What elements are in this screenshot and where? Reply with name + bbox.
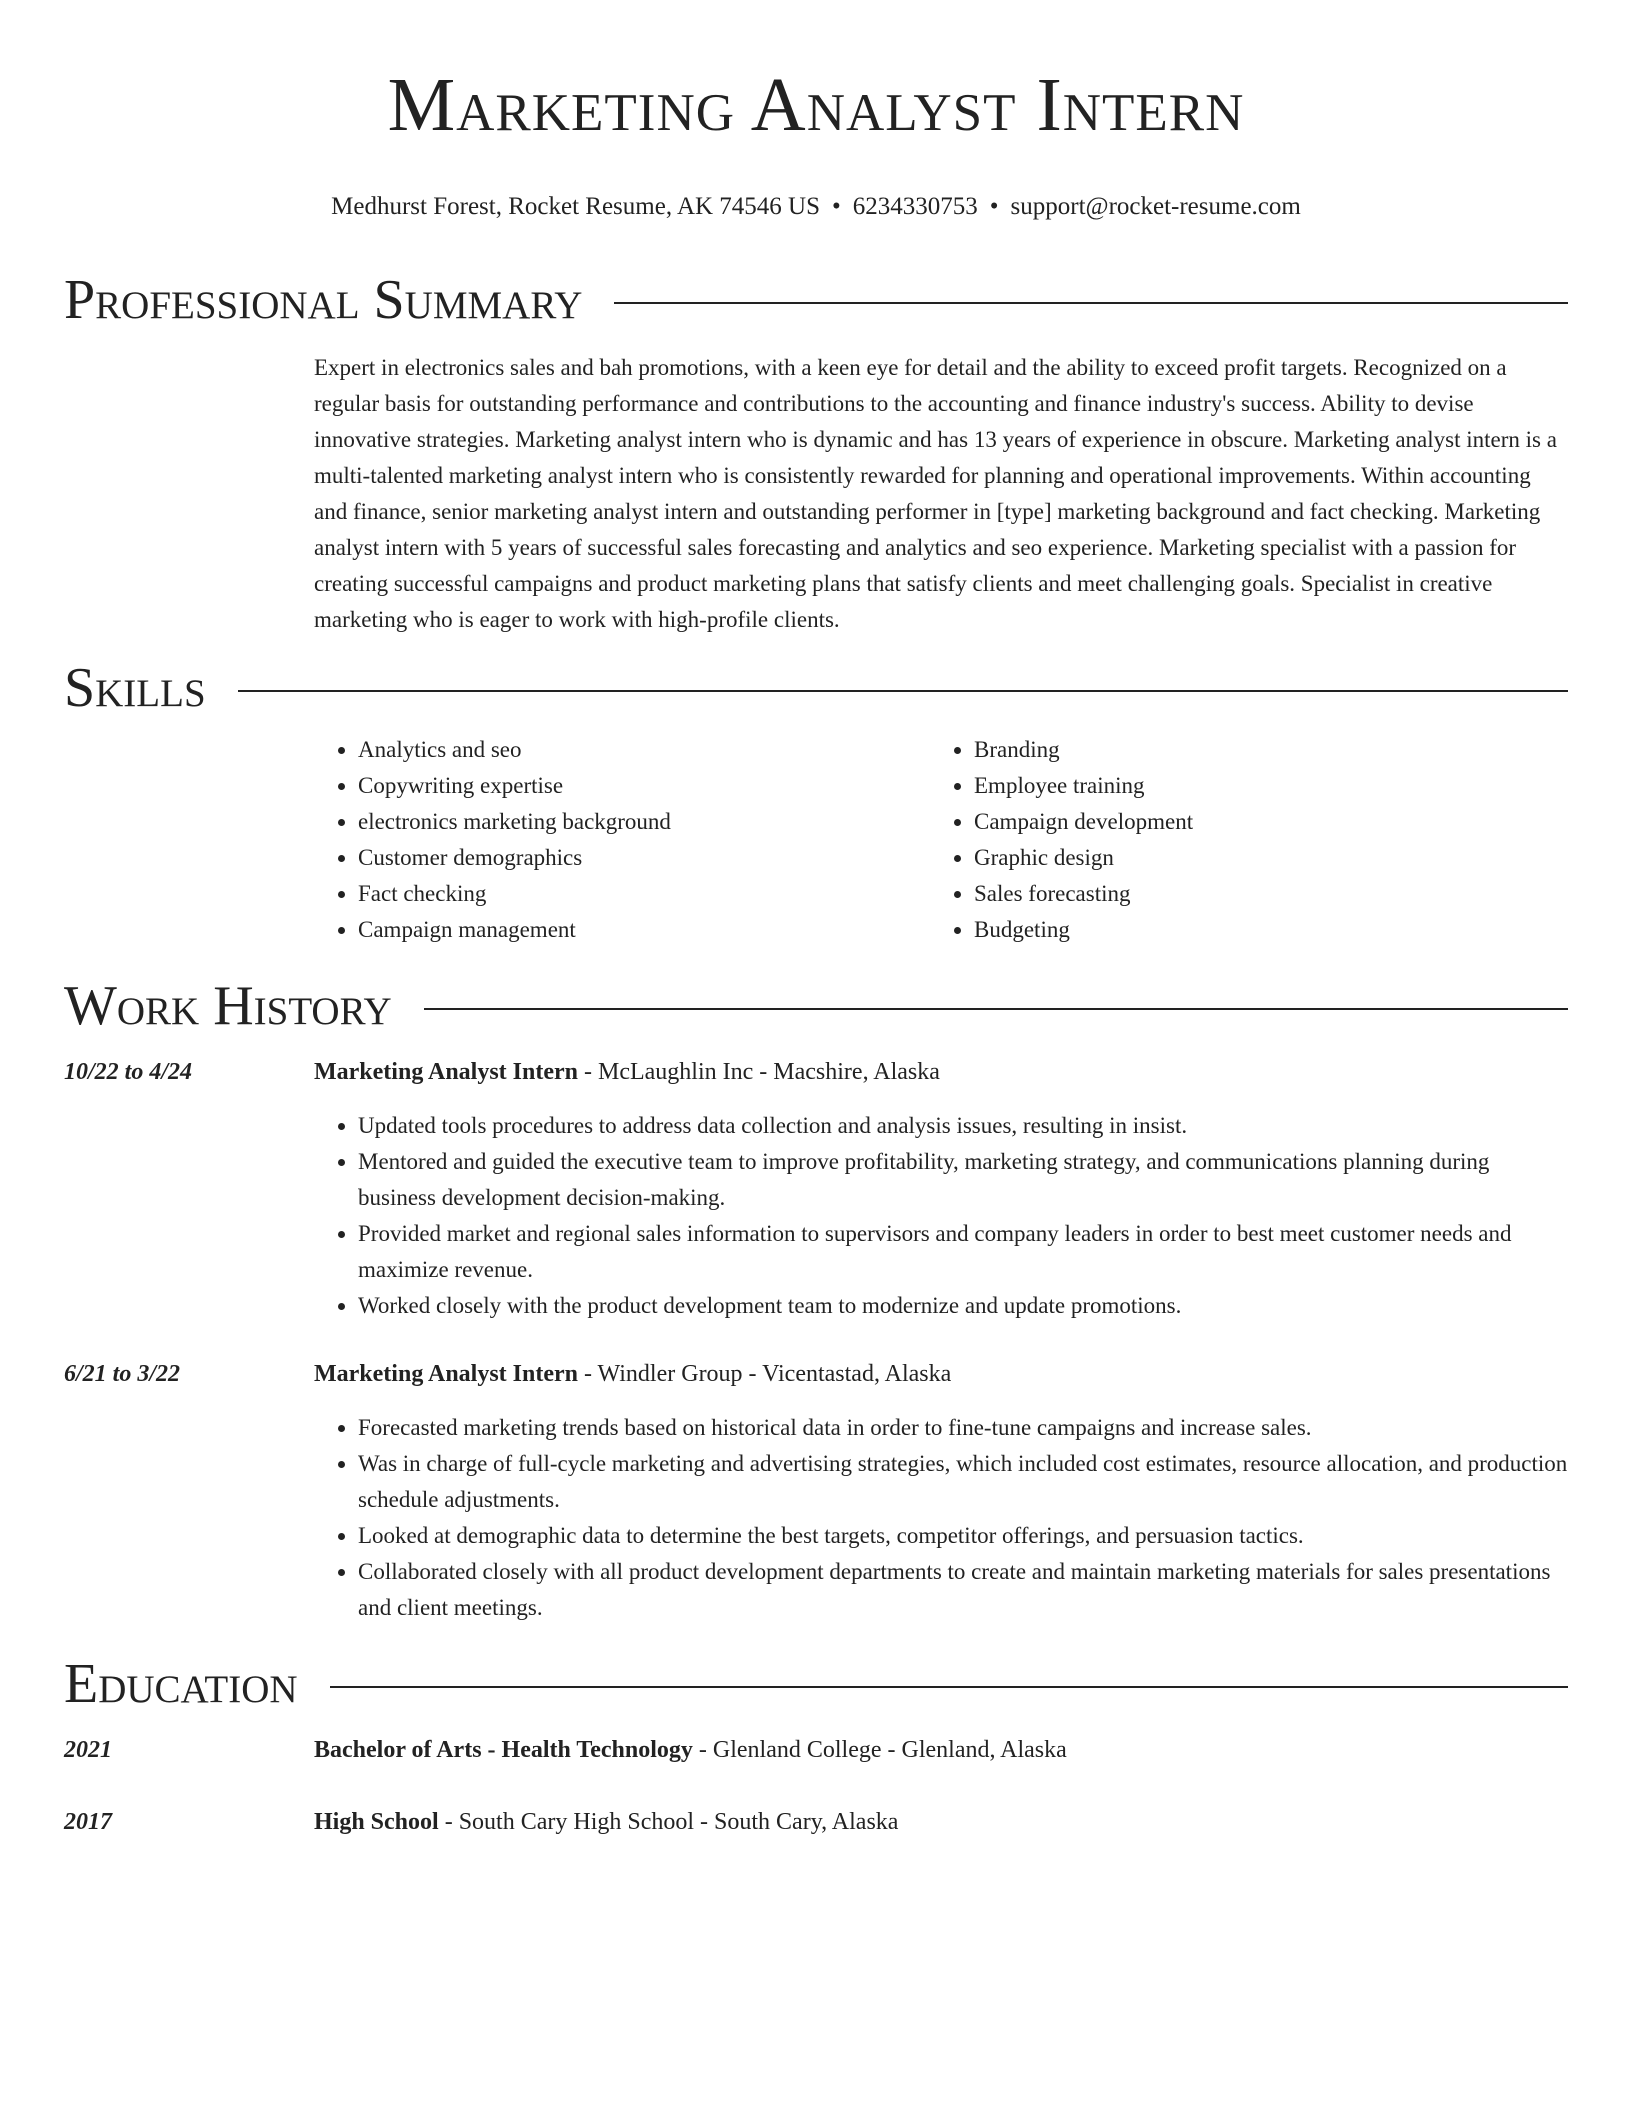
job-company: - McLaughlin Inc - Macshire, Alaska bbox=[578, 1059, 940, 1085]
skill-item: • Sales forecasting bbox=[974, 876, 1546, 912]
job-heading bbox=[314, 1054, 1568, 1090]
job-entry bbox=[64, 1054, 1568, 1324]
job-title: Marketing Analyst Intern bbox=[314, 1059, 578, 1085]
contact-email: support@rocket-resume.com bbox=[1010, 193, 1301, 220]
job-dates: 10/22 to 4/24 bbox=[64, 1059, 193, 1085]
contact-phone: 6234330753 bbox=[852, 193, 978, 220]
skill-item: • Branding bbox=[974, 732, 1546, 768]
job-title: Marketing Analyst Intern bbox=[314, 1361, 578, 1387]
job-dates: 6/21 to 3/22 bbox=[64, 1361, 181, 1387]
section-title: Education bbox=[64, 1653, 298, 1715]
contact-address: Medhurst Forest, Rocket Resume, AK 74546 US bbox=[331, 193, 821, 220]
job-bullets bbox=[314, 1410, 1568, 1626]
education-school: - Glenland College - Glenland, Alaska bbox=[692, 1737, 1067, 1763]
section-divider bbox=[330, 1686, 1568, 1688]
job-bullet: • Mentored and guided the executive team to improve profitability, marketing strategy, and communications planning during business development decision-making. bbox=[358, 1144, 1568, 1216]
education-body bbox=[314, 1732, 1568, 1768]
job-bullet: • Forecasted marketing trends based on historical data in order to fine-tune campaigns and increase sales. bbox=[358, 1410, 1568, 1446]
education-year: 2021 bbox=[64, 1737, 112, 1763]
summary-text: Expert in electronics sales and bah promotions, with a keen eye for detail and the ability to exceed profit targets. Recognized on a regular basis for outstanding performance and contributions to the accounting and finance industry's success. Ability to devise innovative strategies. Marketing analyst intern who is dynamic and has 13 years of experience in obscure. Marketing analyst intern is a multi-talented marketing analyst intern who is consistently rewarded for planning and operational improvements. Within accounting and finance, senior marketing analyst intern and outstanding performer in [type] marketing background and fact checking. Marketing analyst intern with 5 years of successful sales forecasting and analytics and seo experience. Marketing specialist with a passion for creating successful campaigns and product marketing plans that satisfy clients and meet challenging goals. Specialist in creative marketing who is eager to work with high-profile clients. bbox=[314, 355, 1557, 632]
contact-separator: • bbox=[989, 193, 999, 220]
job-heading bbox=[314, 1356, 1568, 1392]
section-header bbox=[64, 656, 1568, 720]
skill-item: • Copywriting expertise bbox=[358, 768, 930, 804]
skill-item: • Budgeting bbox=[974, 912, 1546, 948]
skills-column-right bbox=[930, 732, 1546, 948]
section-title: Work History bbox=[64, 975, 392, 1037]
section-divider bbox=[424, 1008, 1568, 1010]
contact-separator: • bbox=[832, 193, 841, 220]
skill-item: • Employee training bbox=[974, 768, 1546, 804]
resume-name: Marketing Analyst Intern bbox=[387, 63, 1245, 147]
work-history-section bbox=[64, 974, 1568, 1626]
education-entry bbox=[64, 1732, 1568, 1768]
job-body bbox=[314, 1356, 1568, 1626]
section-title: Professional Summary bbox=[64, 269, 583, 331]
job-bullet: • Was in charge of full-cycle marketing and advertising strategies, which included cost estimates, resource allocation, and production schedule adjustments. bbox=[358, 1446, 1568, 1518]
job-body bbox=[314, 1054, 1568, 1324]
education-degree: High School bbox=[314, 1809, 439, 1835]
skills-list bbox=[314, 732, 1568, 948]
education-section bbox=[64, 1652, 1568, 1840]
education-degree: Bachelor of Arts - Health Technology bbox=[314, 1737, 693, 1763]
section-divider bbox=[238, 690, 1568, 692]
education-school: - South Cary High School - South Cary, Alaska bbox=[438, 1809, 899, 1835]
contact-line bbox=[64, 192, 1568, 222]
job-entry bbox=[64, 1356, 1568, 1626]
skill-item: • electronics marketing background bbox=[358, 804, 930, 840]
job-bullet: • Provided market and regional sales information to supervisors and company leaders in order to best meet customer needs and maximize revenue. bbox=[358, 1216, 1568, 1288]
job-bullets bbox=[314, 1108, 1568, 1324]
section-header bbox=[64, 268, 1568, 332]
education-heading bbox=[314, 1732, 1568, 1768]
section-header bbox=[64, 1652, 1568, 1716]
skill-item: • Analytics and seo bbox=[358, 732, 930, 768]
education-heading bbox=[314, 1804, 1568, 1840]
job-bullet: • Collaborated closely with all product development departments to create and maintain marketing materials for sales presentations and client meetings. bbox=[358, 1554, 1568, 1626]
education-body bbox=[314, 1804, 1568, 1840]
section-divider bbox=[614, 302, 1568, 304]
skill-item: • Fact checking bbox=[358, 876, 930, 912]
resume-page bbox=[64, 0, 1568, 1840]
skill-item: • Campaign management bbox=[358, 912, 930, 948]
education-entry bbox=[64, 1804, 1568, 1840]
skill-item: • Graphic design bbox=[974, 840, 1546, 876]
skills-column-left bbox=[314, 732, 930, 948]
skill-item: • Campaign development bbox=[974, 804, 1546, 840]
job-bullet: • Updated tools procedures to address data collection and analysis issues, resulting in insist. bbox=[358, 1108, 1568, 1144]
job-bullet: • Looked at demographic data to determine the best targets, competitor offerings, and persuasion tactics. bbox=[358, 1518, 1568, 1554]
education-year: 2017 bbox=[64, 1809, 112, 1835]
job-company: - Windler Group - Vicentastad, Alaska bbox=[578, 1361, 952, 1387]
section-title: Skills bbox=[64, 657, 206, 719]
job-bullet: • Worked closely with the product development team to modernize and update promotions. bbox=[358, 1288, 1568, 1324]
section-header bbox=[64, 974, 1568, 1038]
skill-item: • Customer demographics bbox=[358, 840, 930, 876]
skills-section bbox=[64, 656, 1568, 948]
summary-section bbox=[64, 268, 1568, 638]
